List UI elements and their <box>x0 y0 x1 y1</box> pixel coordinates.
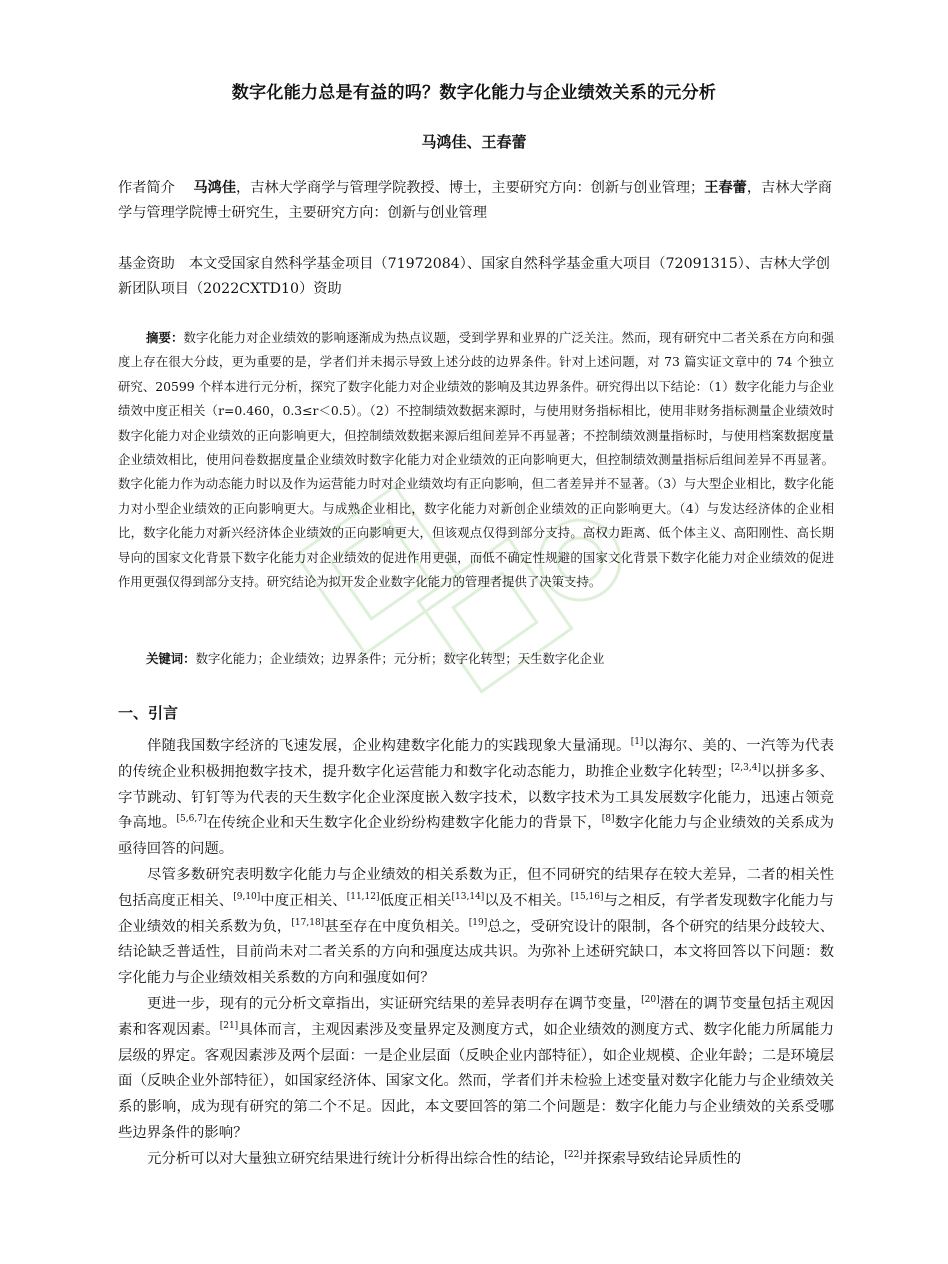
citation: [9,10] <box>233 891 261 902</box>
citation: [21] <box>219 1020 239 1031</box>
citation: [11,12] <box>346 891 380 902</box>
text-run: 低度正相关 <box>379 892 452 909</box>
paper-title: 数字化能力总是有益的吗？数字化能力与企业绩效关系的元分析 <box>231 83 717 103</box>
text-run: 更进一步，现有的元分析文章指出，实证研究结果的差异表明存在调节变量， <box>147 995 642 1012</box>
author-intro <box>118 176 834 226</box>
funding-info <box>118 252 834 302</box>
abstract-label: 摘要： <box>146 330 184 345</box>
author-name-2: 王春蕾 <box>704 180 747 196</box>
section-heading: 一、引言 <box>118 704 179 722</box>
author-intro-label: 作者简介 <box>118 180 175 196</box>
text-run: 与之相反，有学者发现数字化能力与企业绩效的相关系数为负， <box>118 892 834 935</box>
text-run: 在传统企业和天生数字化企业纷纷构建数字化能力的背景下， <box>206 815 602 832</box>
text-run: 潜在的调节变量包括主观因素和客观因素。 <box>118 995 834 1038</box>
abstract-text: 数字化能力对企业绩效的影响逐渐成为热点议题，受到学界和业界的广泛关注。然而，现有研究中二者关系在方向和强度上存在很大分歧，更为重要的是，学者们并未揭示导致上述分歧的边界条件。针对上述问题，对 73 篇实证文章中的 74 个独立研究、20599 个样本进行元分析，探究了数字化能力对企业绩效的影响及其边界条件。研究得出以下结论：（1）数字化能力与企业绩效中度正相关（r=0.460，0.3≤r＜0.5）。（2）不控制绩效数据来源时，与使用财务指标相比，使用非财务指标测量企业绩效时数字化能力对企业绩效的正向影响更大，但控制绩效数据来源后组间差异不再显著；不控制绩效测量指标时，与使用档案数据度量企业绩效相比，使用问卷数据度量企业绩效时数字化能力对企业绩效的正向影响更大，但控制绩效测量指标后组间差异不再显著。数字化能力作为动态能力时以及作为运营能力时对企业绩效均有正向影响，但二者差异并不显著。（3）与大型企业相比，数字化能力对小型企业绩效的正向影响更大。与成熟企业相比，数字化能力对新创企业绩效的正向影响更大。（4）与发达经济体的企业相比，数字化能力对新兴经济体企业绩效的正向影响更大，但该观点仅得到部分支持。高权力距离、低个体主义、高阳刚性、高长期导向的国家文化背景下数字化能力对企业绩效的促进作用更强，而低不确定性规避的国家文化背景下数字化能力对企业绩效的促进作用更强仅得到部分支持。研究结论为拟开发企业数字化能力的管理者提供了决策支持。 <box>118 330 835 590</box>
paragraph-1 <box>118 734 834 863</box>
author-desc-1: ，吉林大学商学与管理学院教授、博士，主要研究方向：创新与创业管理； <box>236 180 705 196</box>
text-run: 总之，受研究设计的限制，各个研究的结果分歧较大、结论缺乏普适性，目前尚未对二者关系的方向和强度达成共识。为弥补上述研究缺口，本文将回答以下问题：数字化能力与企业绩效相关系数的方向和强度如何？ <box>118 918 834 987</box>
funding-label: 基金资助 <box>118 256 175 272</box>
abstract <box>118 326 834 594</box>
citation: [5,6,7] <box>176 814 207 825</box>
paragraph-2 <box>118 863 834 992</box>
paragraph-4 <box>118 1147 834 1173</box>
text-run: 尽管多数研究表明数字化能力与企业绩效的相关系数为正，但不同研究的结果存在较大差异，二者的相关性包括高度正相关、 <box>118 866 834 909</box>
text-run: 具体而言，主观因素涉及变量界定及测度方式，如企业绩效的测度方式、数字化能力所属能力层级的界定。客观因素涉及两个层面：一是企业层面（反映企业内部特征），如企业规模、企业年龄；二是环境层面（反映企业外部特征），如国家经济体、国家文化。然而，学者们并未检验上述变量对数字化能力与企业绩效关系的影响，成为现有研究的第二个不足。因此，本文要回答的第二个问题是：数字化能力与企业绩效的关系受哪些边界条件的影响？ <box>118 1021 834 1141</box>
citation: [17,18] <box>291 917 325 928</box>
text-run: 以海尔、美的、一汽等为代表的传统企业积极拥抱数字技术，提升数字化运营能力和数字化动态能力，助推企业数字化转型； <box>118 738 834 780</box>
keywords <box>146 647 836 671</box>
text-run: 元分析可以对大量独立研究结果进行统计分析得出综合性的结论， <box>147 1150 565 1167</box>
text-run: 甚至存在中度负相关。 <box>324 918 469 935</box>
text-run: 以拼多多、字节跳动、钉钉等为代表的天生数字化企业深度嵌入数字技术，以数字技术为工具发展数字化能力，迅速占领竞争高地。 <box>118 763 834 832</box>
citation: [1] <box>630 737 644 747</box>
citation: [15,16] <box>570 891 604 902</box>
paragraph-3 <box>118 992 834 1147</box>
author-desc-2: ，吉林大学商学与管理学院博士研究生，主要研究方向：创新与创业管理 <box>118 180 832 221</box>
keywords-label: 关键词： <box>146 651 196 666</box>
citation: [22] <box>564 1149 583 1160</box>
text-run: 中度正相关、 <box>260 892 347 909</box>
funding-text: 本文受国家自然科学基金项目（71972084）、国家自然科学基金重大项目（72091315）、吉林大学创新团队项目（2022CXTD10）资助 <box>118 256 830 297</box>
keywords-text: 数字化能力；企业绩效；边界条件；元分析；数字化转型；天生数字化企业 <box>195 651 605 666</box>
section-body <box>118 734 834 1173</box>
paper-authors: 马鸿佳、王春蕾 <box>421 133 527 151</box>
text-run: 数字化能力与企业绩效的关系成为亟待回答的问题。 <box>118 815 834 858</box>
citation: [13,14] <box>451 891 485 902</box>
text-run: 以及不相关。 <box>484 892 571 909</box>
citation: [8] <box>601 814 615 825</box>
text-run: 伴随我国数字经济的飞速发展，企业构建数字化能力的实践现象大量涌现。 <box>147 738 631 754</box>
citation: [19] <box>468 917 488 928</box>
citation: [2,3,4] <box>731 762 761 773</box>
text-run: 并探索导致结论异质性的 <box>582 1150 742 1167</box>
author-name-1: 马鸿佳 <box>193 180 237 196</box>
citation: [20] <box>641 994 660 1005</box>
